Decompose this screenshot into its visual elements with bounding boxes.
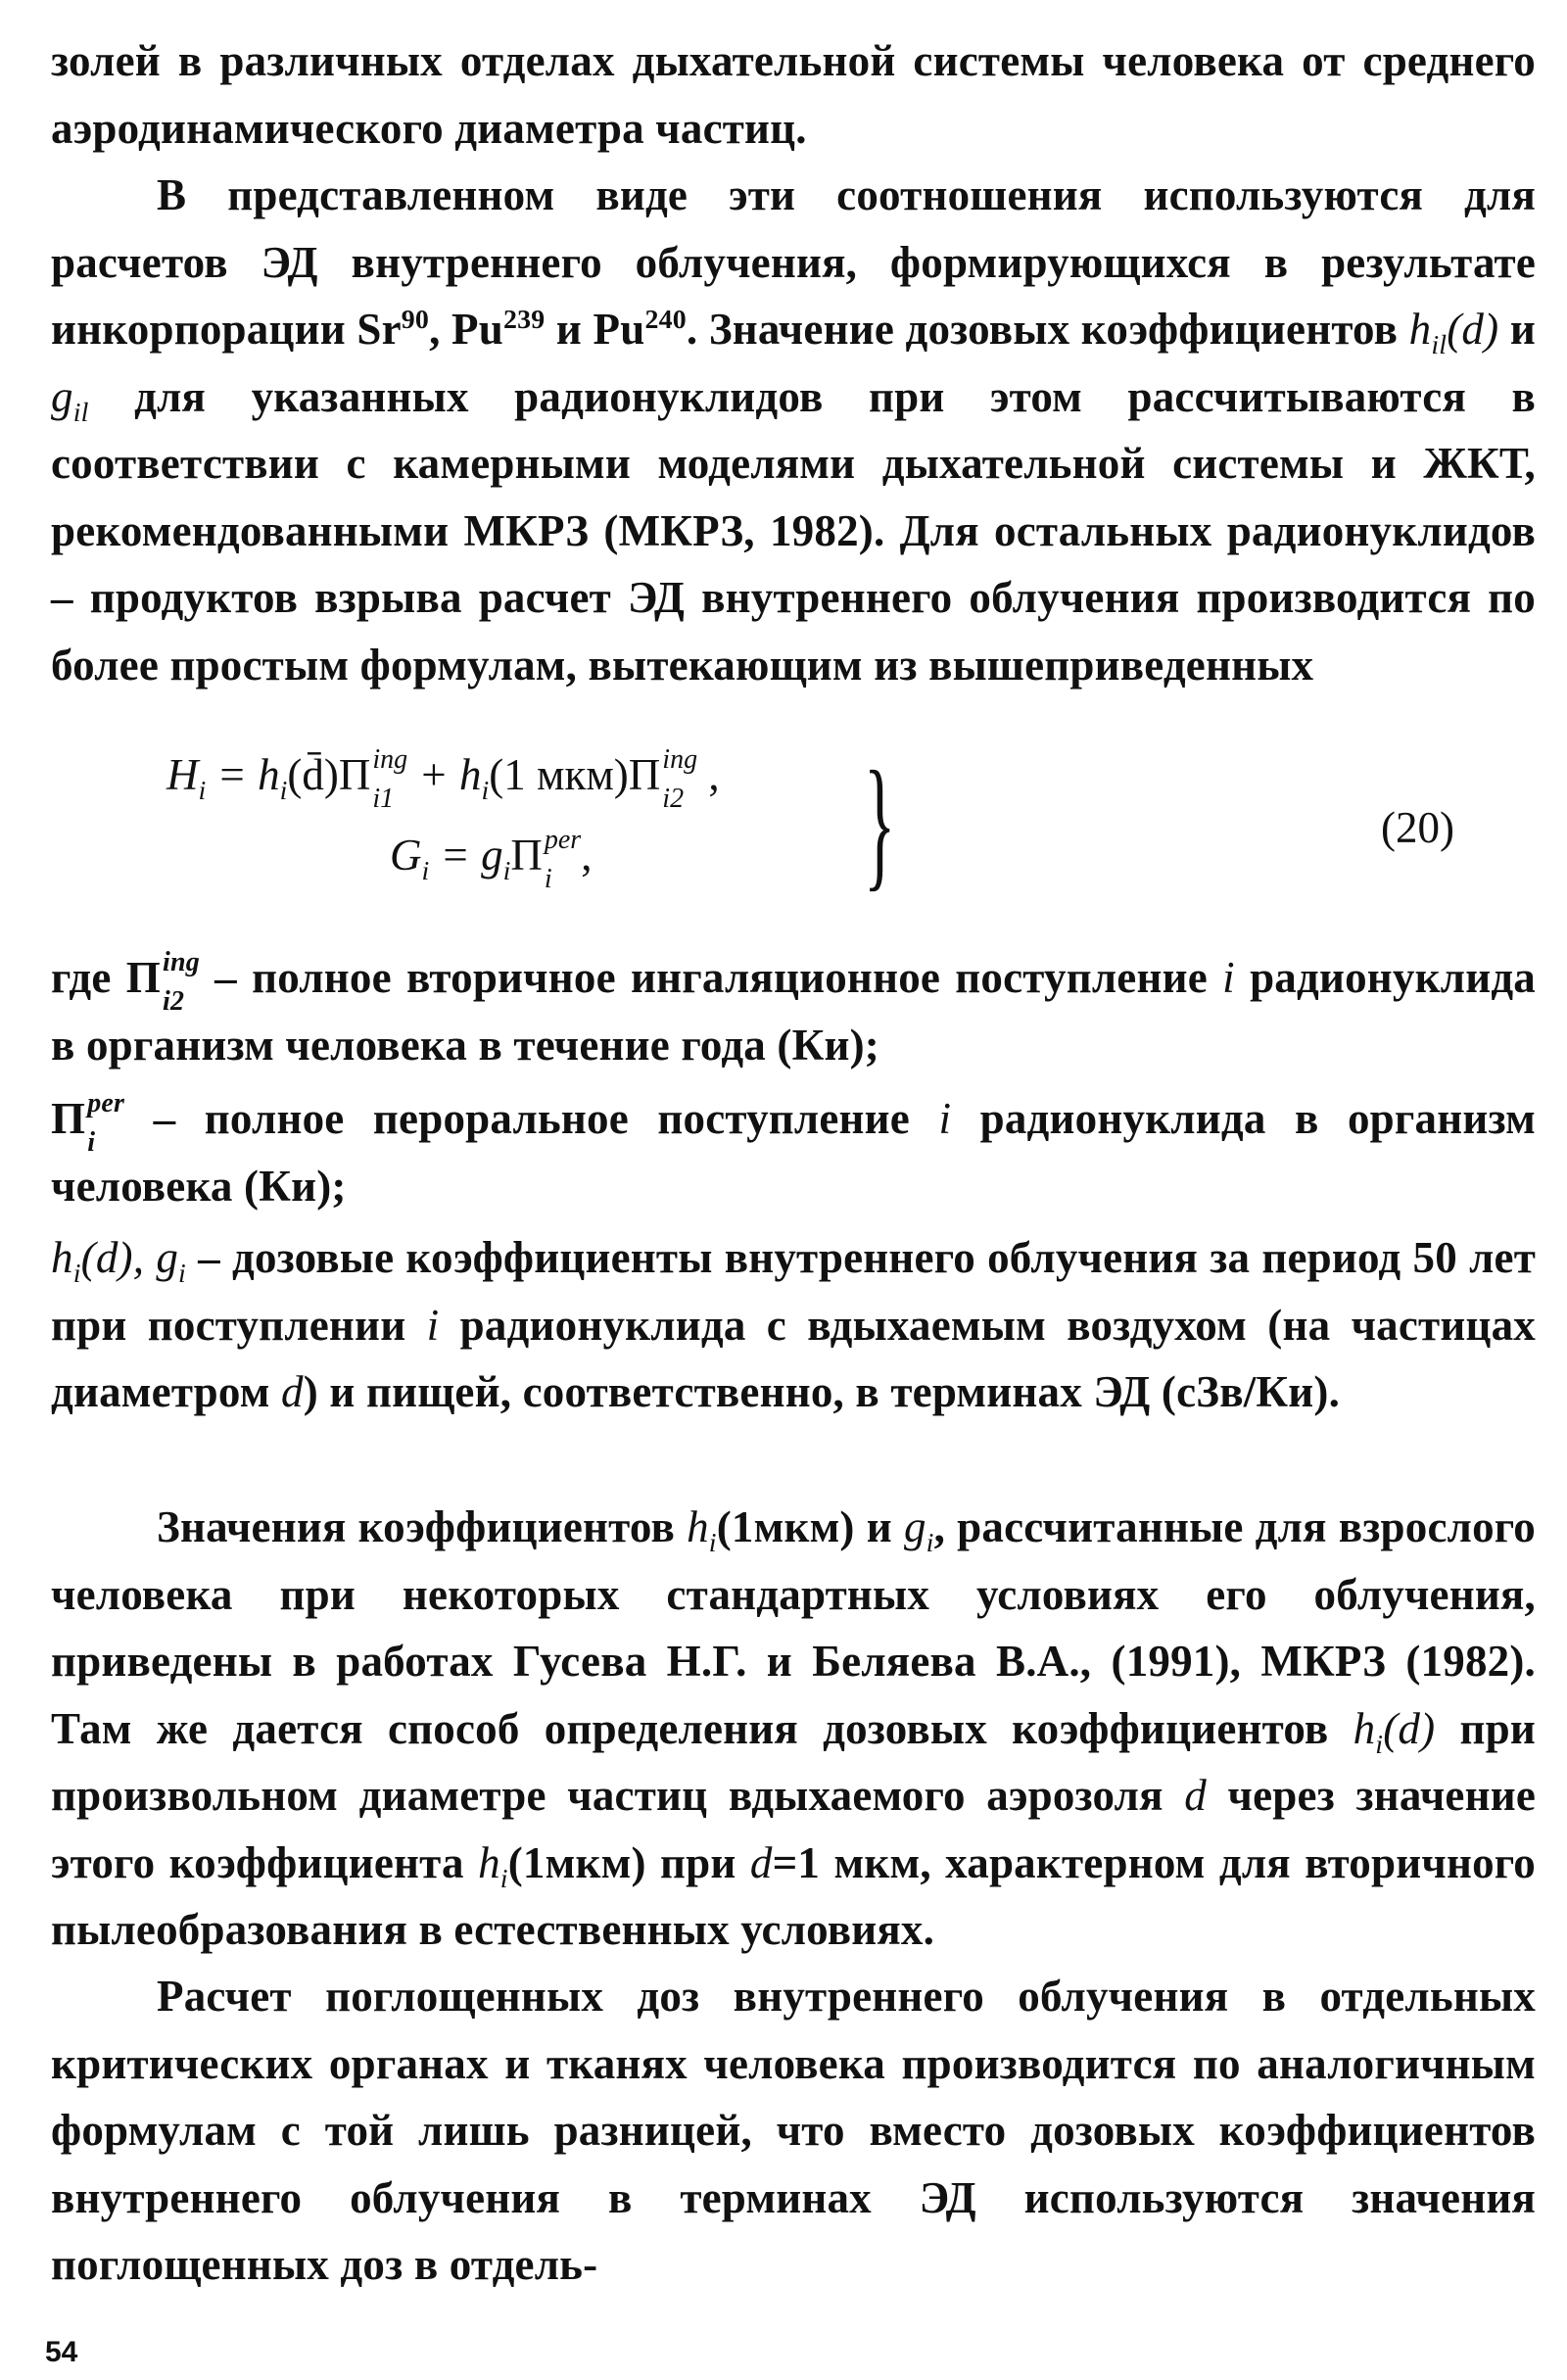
paragraph-4 — [51, 1963, 1536, 2299]
formula-sub-3: i — [544, 863, 552, 894]
h-symbol: h — [1408, 305, 1432, 354]
formula-h-sub: i — [279, 776, 288, 806]
p3-g: g — [903, 1502, 926, 1551]
def3-args: (d), g — [80, 1233, 179, 1282]
p3-d: d — [1184, 1771, 1207, 1820]
paragraph-4-text: Расчет поглощенных доз внутреннего облучения в отдельных критических органах и тканях человека производится по аналогичным формулам с той лишь разницей, что вместо дозовых коэффициентов внутреннего облучения в терминах ЭД используются значения поглощенных доз в отдель- — [51, 1972, 1536, 2289]
definition-1 — [51, 944, 1536, 1078]
def2-text-b: – полное пероральное поступление — [124, 1094, 939, 1143]
g-subscript: il — [72, 397, 89, 428]
formula-index-3 — [544, 824, 582, 894]
formula-sup-1: ing — [372, 743, 408, 775]
p3-h-sub: i — [708, 1528, 717, 1558]
formula-index-2 — [662, 743, 698, 814]
g-symbol: g — [51, 371, 73, 421]
formula-eq-h: = h — [206, 750, 280, 799]
p2-text-e: и — [1498, 305, 1536, 354]
formula-g-sub: i — [502, 856, 511, 886]
formula-arg-2: (1 мкм)П — [489, 750, 661, 799]
formula-index-1 — [372, 743, 408, 814]
page-number: 54 — [45, 2336, 78, 2368]
p3-text-d: при произвольном диаметре частиц вдыхаемого аэрозоля — [51, 1703, 1536, 1820]
def2-text-c: радионуклида в организм человека (Ки); — [51, 1094, 1536, 1211]
formula-sup-2: ing — [662, 743, 698, 775]
h-subscript: il — [1431, 330, 1448, 360]
p3-d-eq: d — [749, 1837, 773, 1887]
def1-index — [162, 946, 200, 1017]
def2-index — [87, 1087, 125, 1158]
formula-G-sub: i — [421, 856, 430, 886]
p3-g-sub: i — [926, 1528, 934, 1558]
paragraph-1-text: золей в различных отделах дыхательной системы человека от среднего аэродинамического диаметра частиц. — [51, 36, 1536, 153]
sr-isotope-mass: 90 — [401, 305, 430, 335]
def3-d: d — [281, 1367, 304, 1416]
definition-2 — [51, 1085, 1536, 1219]
def2-sub: i — [87, 1126, 96, 1158]
p3-h-val: (1мкм) — [716, 1502, 855, 1551]
pu239-mass: 239 — [502, 305, 546, 335]
p2-text-b: , Pu — [429, 305, 503, 354]
p2-text-a: В представленном виде эти соотношения используются для расчетов ЭД внутреннего облучения, формирующихся в результате инкорпорации Sr — [51, 170, 1536, 354]
def1-text-b: – полное вторичное ингаляционное поступление — [199, 953, 1223, 1002]
p3-h2: h — [1353, 1703, 1376, 1753]
p2-text-d: . Значение дозовых коэффициентов — [686, 305, 1409, 354]
def3-h: h — [51, 1233, 73, 1282]
formula-plus-h: + h — [407, 750, 482, 799]
p3-text-a: Значения коэффициентов — [157, 1502, 688, 1551]
p3-text-f: при — [645, 1837, 750, 1887]
formula-sup-3: per — [544, 824, 582, 855]
definition-3 — [51, 1224, 1536, 1426]
p3-h2-arg: (d) — [1383, 1703, 1436, 1753]
def1-sup: ing — [162, 946, 200, 977]
def3-i: i — [426, 1300, 440, 1350]
pu240-mass: 240 — [644, 305, 687, 335]
formula-eq-g: = g — [429, 831, 503, 880]
p3-h2-sub: i — [1375, 1729, 1384, 1760]
formula-G: G — [390, 831, 422, 880]
def3-text-c: – дозовые коэффициенты внутреннего облучения за период 50 лет при поступлении — [51, 1233, 1537, 1350]
def1-text-a: где П — [51, 953, 161, 1002]
paragraph-3 — [51, 1494, 1536, 1964]
formula-20 — [166, 741, 1538, 921]
def3-h-sub: i — [72, 1259, 81, 1289]
def2-sup: per — [87, 1087, 125, 1119]
p3-h3-sub: i — [499, 1863, 508, 1894]
h-argument: (d) — [1447, 305, 1499, 354]
formula-sub-2: i2 — [662, 783, 685, 814]
formula-H: H — [166, 750, 199, 799]
def1-sub: i2 — [162, 985, 185, 1017]
formula-H-sub: i — [198, 776, 207, 806]
formula-line-2 — [390, 824, 593, 894]
formula-comma-1: , — [697, 750, 720, 799]
p3-h3-val: (1мкм) — [507, 1837, 646, 1887]
p2-text-f: для указанных радионуклидов при этом рассчитываются в соответствии с камерными моделями дыхательной системы и ЖКТ, рекомендованными МКРЗ (МКРЗ, 1982). Для остальных радионуклидов – продуктов взрыва расчет ЭД внутреннего облучения производится по более простым формулам, вытекающим из вышеприведенных — [51, 371, 1536, 690]
formula-brace: } — [864, 741, 896, 904]
equation-number: (20) — [1381, 803, 1454, 852]
formula-h-sub-2: i — [481, 776, 490, 806]
paragraph-1 — [51, 27, 1536, 162]
paragraph-2 — [51, 162, 1536, 698]
p3-text-e: через значение этого коэффициента — [51, 1771, 1536, 1887]
formula-P: П — [510, 831, 543, 880]
def3-text-e: ) и пищей, соответственно, в терминах ЭД (сЗв/Ки). — [303, 1367, 1341, 1416]
p3-text-c: , рассчитанные для взрослого человека при некоторых стандартных условиях его облучения, приведены в работах Гусева Н.Г. и Беляева В.А., (1991), МКРЗ (1982). Там же дается способ определения дозовых коэффициентов — [51, 1502, 1536, 1753]
p3-h3: h — [478, 1837, 500, 1887]
formula-comma-2: , — [581, 831, 593, 880]
p3-text-b: и — [854, 1502, 904, 1551]
def1-text-c: радионуклида в организм человека в течение года (Ки); — [51, 953, 1536, 1070]
def3-text-d: радионуклида с вдыхаемым воздухом (на частицах диаметром — [51, 1300, 1536, 1416]
def2-text-a: П — [51, 1094, 86, 1143]
formula-arg-1: (d̄)П — [287, 750, 371, 799]
def3-g-sub: i — [178, 1259, 186, 1289]
formula-sub-1: i1 — [372, 783, 395, 814]
def2-i: i — [938, 1094, 952, 1143]
p2-text-c: и Pu — [545, 305, 645, 354]
def1-i: i — [1222, 953, 1235, 1002]
formula-line-1 — [166, 743, 720, 814]
p3-text-g: =1 мкм, характерном для вторичного пылеобразования в естественных условиях. — [51, 1837, 1536, 1954]
p3-h: h — [687, 1502, 709, 1551]
